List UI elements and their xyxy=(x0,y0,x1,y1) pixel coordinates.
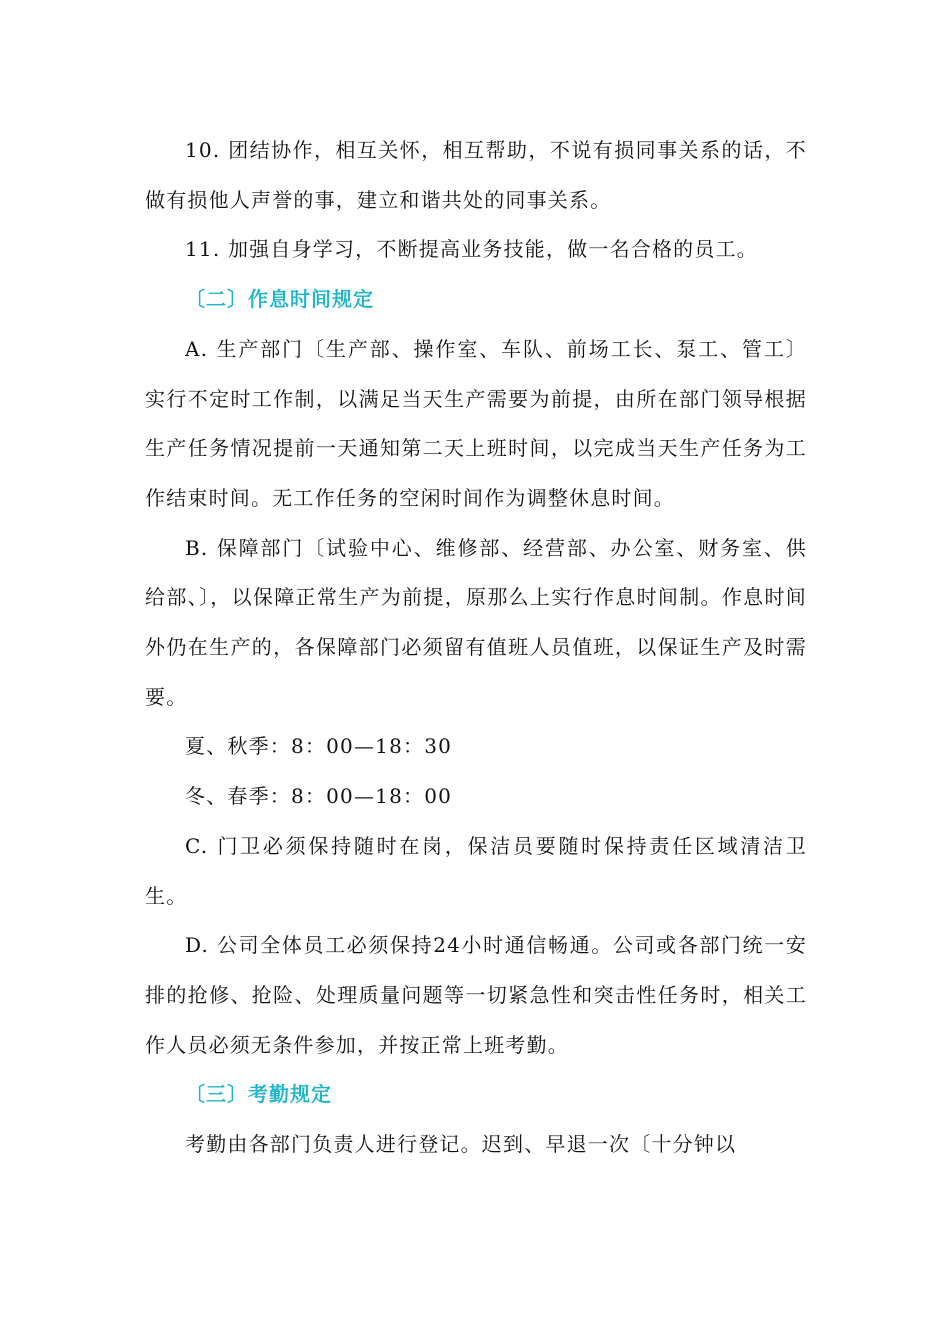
paragraph-rule-10: 10. 团结协作，相互关怀，相互帮助，不说有损同事关系的话，不做有损他人声誉的事，建立和谐共处的同事关系。 xyxy=(145,138,807,212)
paragraph-attendance: 考勤由各部门负责人进行登记。迟到、早退一次〔十分钟以 xyxy=(185,1132,737,1157)
paragraph-item-a: A. 生产部门〔生产部、操作室、车队、前场工长、泵工、管工〕实行不定时工作制，以满足当天生产需要为前提，由所在部门领导根据生产任务情况提前一天通知第二天上班时间，以完成当天生产任务为工作结束时间。无工作任务的空闲时间作为调整休息时间。 xyxy=(145,336,807,510)
section-heading-work-hours: 〔二〕作息时间规定 xyxy=(185,287,374,312)
schedule-summer-autumn: 夏、秋季：8：00—18：30 xyxy=(185,734,453,759)
paragraph-item-c: C. 门卫必须保持随时在岗，保洁员要随时保持责任区域清洁卫生。 xyxy=(145,833,807,908)
section-heading-attendance: 〔三〕考勤规定 xyxy=(185,1082,332,1107)
paragraph-item-d: D. 公司全体员工必须保持24小时通信畅通。公司或各部门统一安排的抢修、抢险、处理质量问题等一切紧急性和突击性任务时，相关工作人员必须无条件参加，并按正常上班考勤。 xyxy=(145,933,807,1057)
paragraph-rule-11: 11. 加强自身学习，不断提高业务技能，做一名合格的员工。 xyxy=(185,237,758,262)
schedule-winter-spring: 冬、春季：8：00—18：00 xyxy=(185,784,453,809)
paragraph-item-b: B. 保障部门〔试验中心、维修部、经营部、办公室、财务室、供给部、〕，以保障正常生产为前提，原那么上实行作息时间制。作息时间外仍在生产的，各保障部门必须留有值班人员值班，以保证生产及时需要。 xyxy=(145,535,807,709)
document-body xyxy=(145,126,807,1170)
